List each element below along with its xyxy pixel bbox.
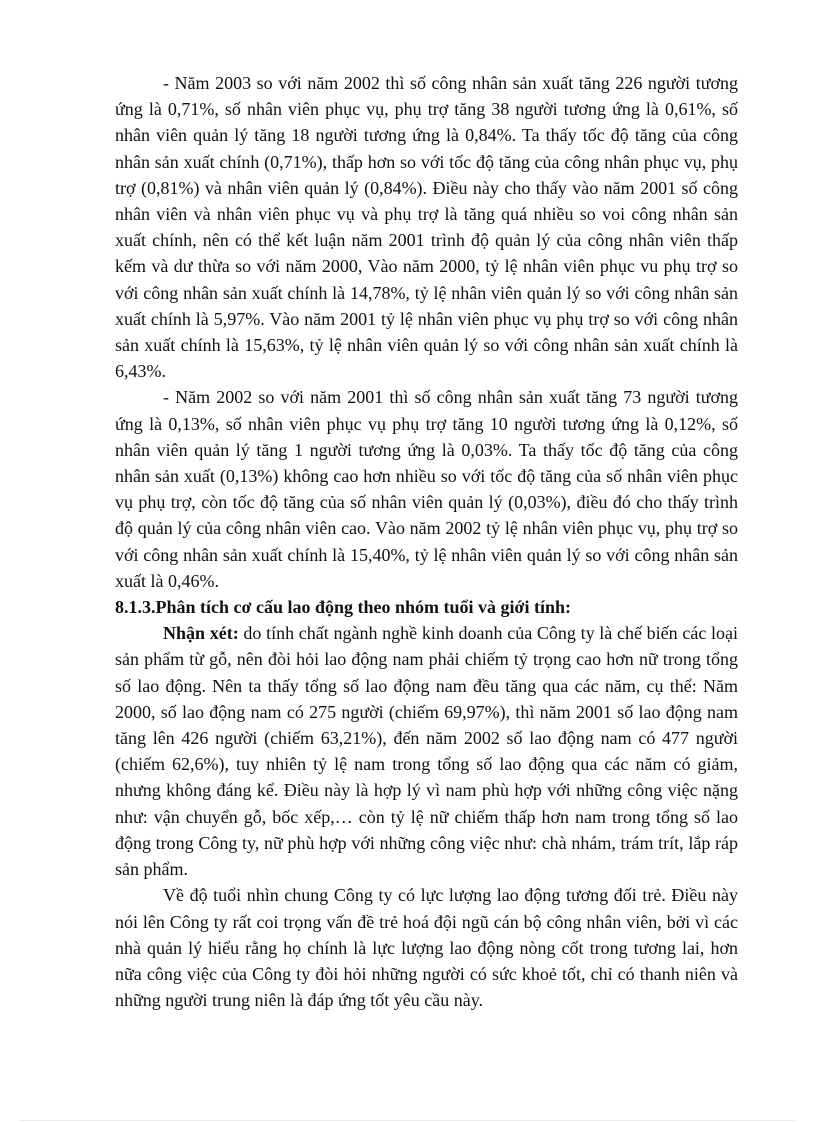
paragraph-2002-vs-2001: - Năm 2002 so với năm 2001 thì số công nhân sản xuất tăng 73 người tương ứng là 0,13%, số nhân viên phục vụ phụ trợ tăng 10 người tương ứng là 0,12%, số nhân viên quản lý tăng 1 người tương ứng là 0,03%. Ta thấy tốc độ tăng của công nhân sản xuất (0,13%) không cao hơn nhiều so với tốc độ tăng của số nhân viên phục vụ phụ trợ, còn tốc độ tăng của số nhân viên quản lý (0,03%), điều đó cho thấy trình độ quản lý của công nhân viên cao. Vào năm 2002 tỷ lệ nhân viên phục vụ, phụ trợ so với công nhân sản xuất chính là 15,40%, tỷ lệ nhân viên quản lý so với công nhân sản xuất là 0,46%.: [115, 387, 738, 591]
paragraph-remark: [115, 620, 738, 882]
remark-body: do tính chất ngành nghề kinh doanh của Công ty là chế biến các loại sản phẩm từ gỗ, nên đòi hỏi lao động nam phải chiếm tỷ trọng cao hơn nữ trong tổng số lao động. Nên ta thấy tổng số lao động nam đều tăng qua các năm, cụ thể: Năm 2000, số lao động nam có 275 người (chiếm 69,97%), thì năm 2001 số lao động nam tăng lên 426 người (chiếm 63,21%), đến năm 2002 số lao động nam có 477 người (chiếm 62,6%), tuy nhiên tỷ lệ nam trong tổng số lao động qua các năm có giảm, nhưng không đáng kể. Điều này là hợp lý vì nam phù hợp với những công việc nặng như: vận chuyển gỗ, bốc xếp,… còn tỷ lệ nữ chiếm thấp hơn nam trong tổng số lao động trong Công ty, nữ phù hợp với những công việc như: chà nhám, trám trít, lắp ráp sản phẩm.: [115, 623, 739, 880]
paragraph-2003-vs-2002: - Năm 2003 so với năm 2002 thì số công nhân sản xuất tăng 226 người tương ứng là 0,71%, số nhân viên phục vụ, phụ trợ tăng 38 người tương ứng là 0,61%, số nhân viên quản lý tăng 18 người tương ứng là 0,84%. Ta thấy tốc độ tăng của công nhân sản xuất chính (0,71%), thấp hơn so với tốc độ tăng của công nhân phục vụ, phụ trợ (0,81%) và nhân viên quản lý (0,84%). Điều này cho thấy vào năm 2001 số công nhân viên và nhân viên phục vụ và phụ trợ là tăng quá nhiều so voi công nhân sản xuất chính, nên có thể kết luận năm 2001 trình độ quản lý của công nhân viên thấp kếm và dư thừa so với năm 2000, Vào năm 2000, tỷ lệ nhân viên phục vu phụ trợ so với công nhân sản xuất chính là 14,78%, tỷ lệ nhân viên quản lý so với công nhân sản xuất chính là 5,97%. Vào năm 2001 tỷ lệ nhân viên phục vụ phụ trợ so với công nhân sản xuất chính là 15,63%, tỷ lệ nhân viên quản lý so với công nhân sản xuất chính là 6,43%.: [115, 73, 738, 382]
remark-label: Nhận xét:: [163, 623, 239, 644]
page-bottom-divider: [20, 1120, 796, 1121]
document-page: [115, 70, 738, 1013]
section-heading: 8.1.3.Phân tích cơ cấu lao động theo nhóm tuổi và giới tính:: [115, 597, 571, 618]
paragraph-age: Về độ tuổi nhìn chung Công ty có lực lượng lao động tương đối trẻ. Điều này nói lên Công ty rất coi trọng vấn đề trẻ hoá đội ngũ cán bộ công nhân viên, bởi vì các nhà quản lý hiểu rằng họ chính là lực lượng lao động nòng cốt trong tương lai, hơn nữa công việc của Công ty đòi hỏi những người có sức khoẻ tốt, chỉ có thanh niên và những người trung niên là đáp ứng tốt yêu cầu này.: [115, 885, 738, 1011]
